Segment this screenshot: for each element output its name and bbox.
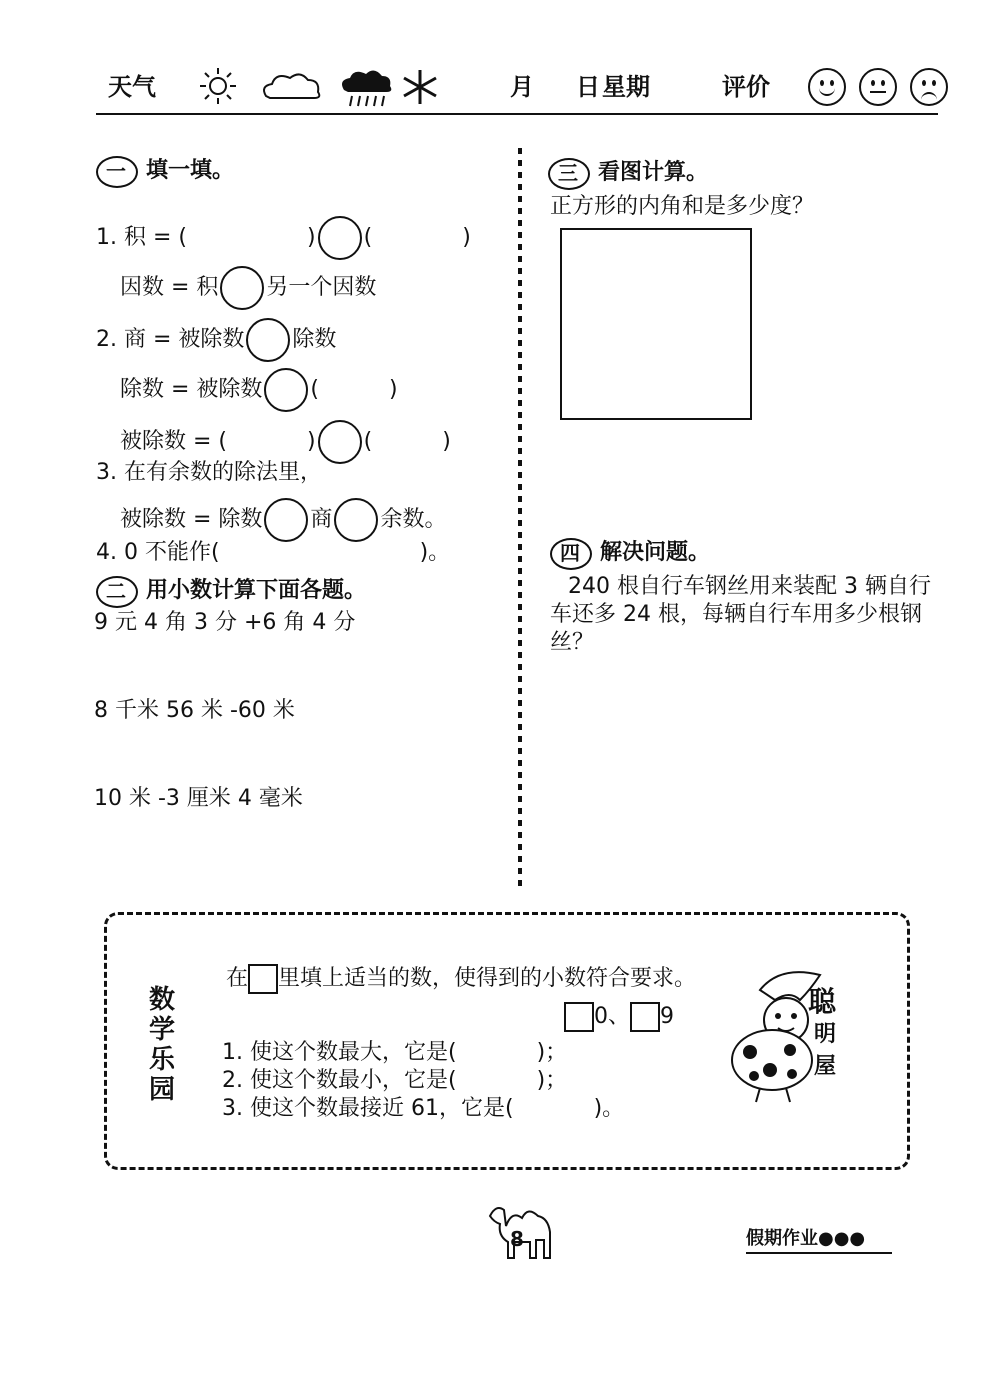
footer-rule (746, 1252, 892, 1254)
page-number: 8 (510, 1227, 524, 1251)
month-label: 月 (510, 73, 534, 101)
q2-c-text: 被除数 = ( (120, 429, 228, 454)
paren: ) (307, 225, 316, 250)
digit-nine: 9 (660, 1004, 675, 1029)
sad-face-icon[interactable] (910, 68, 948, 106)
digit-box[interactable] (630, 1002, 660, 1032)
q1-line-a: 1. 积 = ( ) ( ) (96, 216, 471, 260)
operator-circle[interactable] (318, 216, 362, 260)
q1-a-text: 1. 积 = ( (96, 225, 187, 250)
digit-box[interactable] (248, 964, 278, 994)
calc-item-3: 10 米 -3 厘米 4 毫米 (94, 786, 303, 811)
section1-title: 填一填。 (146, 158, 235, 183)
q2-a-suffix: 除数 (292, 327, 337, 352)
ladybug-mascot-icon (720, 960, 890, 1110)
problem-line-1: 240 根自行车钢丝用来装配 3 辆自行 (568, 574, 931, 599)
mascot-char: 明 (814, 1021, 837, 1047)
section1-heading (96, 156, 234, 186)
operator-circle[interactable] (264, 498, 308, 542)
cloud-icon (264, 74, 319, 98)
operator-circle[interactable] (334, 498, 378, 542)
section4-heading (550, 538, 710, 568)
rain-icon (342, 70, 391, 106)
section1-badge: 一 (96, 156, 136, 186)
operator-circle[interactable] (220, 266, 264, 310)
section2-badge: 二 (96, 576, 136, 606)
sun-icon (200, 68, 236, 104)
rating-label: 评价 (722, 73, 770, 101)
mascot-label (808, 986, 836, 1082)
fun-q1-text: 1. 使这个数最大，它是( (222, 1040, 457, 1065)
q2-line-a (96, 318, 336, 362)
weather-icons (198, 64, 438, 110)
neutral-face-icon[interactable] (859, 68, 897, 106)
fun-q2 (222, 1068, 567, 1094)
section4-title: 解决问题。 (600, 540, 711, 565)
q2-a-text: 2. 商 = 被除数 (96, 327, 245, 352)
q3-line (120, 498, 446, 542)
section3-question: 正方形的内角和是多少度？ (550, 194, 815, 219)
q1-line-b (120, 266, 376, 310)
problem-line-3: 丝？ (550, 630, 595, 655)
series-label: 假期作业●●● (746, 1228, 866, 1249)
q2-line-c: 被除数 = ( ) ( ) (120, 420, 451, 464)
fun-q1 (222, 1040, 567, 1066)
q1-b-suffix: 另一个因数 (266, 275, 377, 300)
q3-suffix: 余数。 (380, 507, 447, 532)
mascot-char: 屋 (814, 1053, 837, 1079)
math-fun-title (148, 985, 176, 1105)
number-template (564, 1002, 674, 1032)
weather-label: 天气 (108, 73, 156, 101)
problem-line-2: 车还多 24 根，每辆自行车用多少根钢 (550, 602, 922, 627)
calc-item-1: 9 元 4 角 3 分 +6 角 4 分 (94, 610, 356, 635)
instruction-suffix: 里填上适当的数，使得到的小数符合要求。 (278, 966, 697, 991)
section4-badge: 四 (550, 538, 590, 568)
q4-line (96, 540, 450, 566)
fun-q3-end: )。 (593, 1096, 625, 1121)
fun-q2-end: )； (536, 1068, 568, 1093)
section3-heading (548, 158, 708, 188)
calc-item-2: 8 千米 56 米 -60 米 (94, 698, 295, 723)
fun-instruction (226, 964, 696, 994)
q4-suffix: )。 (419, 540, 451, 565)
title-char: 乐 (148, 1045, 175, 1075)
digit-zero: 0 (594, 1004, 608, 1029)
header-rule (96, 113, 938, 115)
operator-circle[interactable] (318, 420, 362, 464)
section3-title: 看图计算。 (598, 160, 709, 185)
fun-q2-text: 2. 使这个数最小，它是( (222, 1068, 457, 1093)
section3-badge: 三 (548, 158, 588, 188)
section2-heading (96, 576, 366, 606)
week-label: 星期 (602, 73, 650, 101)
fun-q1-end: )； (536, 1040, 568, 1065)
q2-line-b: 除数 = 被除数 ( ) (120, 368, 398, 412)
operator-circle[interactable] (264, 368, 308, 412)
fun-q3 (222, 1096, 624, 1122)
snow-icon (404, 70, 436, 104)
operator-circle[interactable] (246, 318, 290, 362)
section2-title: 用小数计算下面各题。 (146, 578, 367, 603)
q4-text: 4. 0 不能作( (96, 540, 220, 565)
mascot-char: 聪 (808, 985, 837, 1018)
q3-text: 被除数 = 除数 (120, 507, 263, 532)
q3-mid: 商 (310, 507, 333, 532)
q2-b-text: 除数 = 被除数 (120, 377, 263, 402)
fun-q3-text: 3. 使这个数最接近 61，它是( (222, 1096, 514, 1121)
day-label: 日 (576, 73, 600, 101)
square-figure (560, 228, 752, 420)
title-char: 数 (148, 985, 175, 1015)
separator: 、 (608, 1004, 631, 1029)
q3-title: 3. 在有余数的除法里， (96, 460, 322, 485)
happy-face-icon[interactable] (808, 68, 846, 106)
rating-faces (800, 68, 948, 106)
digit-box[interactable] (564, 1002, 594, 1032)
title-char: 园 (148, 1075, 175, 1105)
column-divider (518, 148, 522, 888)
title-char: 学 (148, 1015, 175, 1045)
q1-b-text: 因数 = 积 (120, 275, 219, 300)
instruction-prefix: 在 (226, 966, 249, 991)
